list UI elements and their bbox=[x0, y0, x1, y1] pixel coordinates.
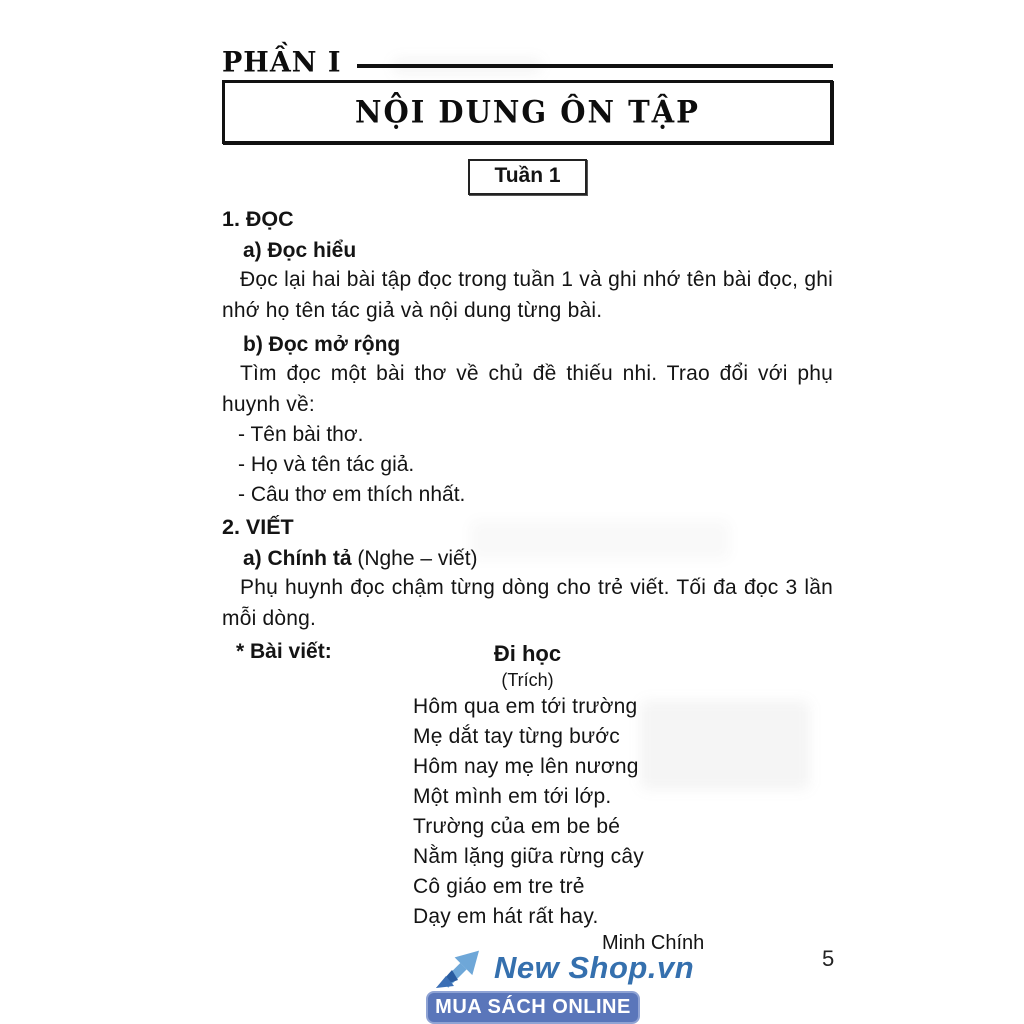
bullet-cau-tho: - Câu thơ em thích nhất. bbox=[238, 483, 466, 506]
newshop-logo bbox=[426, 940, 716, 1024]
poem-line: Dạy em hát rất hay. bbox=[413, 905, 599, 928]
baiviet-row bbox=[222, 640, 833, 668]
poem-line: Nằm lặng giữa rừng cây bbox=[413, 845, 644, 868]
week-badge-row bbox=[222, 159, 833, 196]
subheading-doc-hieu: a) Đọc hiểu bbox=[243, 239, 357, 262]
chinh-ta-note: (Nghe – viết) bbox=[351, 547, 478, 570]
paragraph-chinh-ta: Phụ huynh đọc chậm từng dòng cho trẻ viết. Tối đa đọc 3 lần mỗi dòng. bbox=[222, 576, 833, 630]
poem-author: Minh Chính bbox=[602, 932, 705, 954]
bullet-ten-bai-tho: - Tên bài thơ. bbox=[238, 423, 364, 446]
poem-line: Mẹ dắt tay từng bước bbox=[413, 725, 620, 748]
part-label: PHẦN I bbox=[222, 45, 342, 79]
paragraph-doc-mo-rong: Tìm đọc một bài thơ về chủ đề thiếu nhi. Trao đổi với phụ huynh về: bbox=[222, 362, 833, 416]
poem-subtitle: (Trích) bbox=[501, 670, 554, 690]
section-heading-viet: 2. VIẾT bbox=[222, 515, 294, 539]
poem-line: Hôm qua em tới trường bbox=[413, 695, 638, 718]
poem-title: Đi học bbox=[493, 641, 562, 666]
week-badge: Tuần 1 bbox=[468, 159, 586, 195]
part-header bbox=[222, 46, 833, 78]
logo-text: New Shop.vn bbox=[494, 950, 695, 985]
baiviet-label: * Bài viết: bbox=[236, 640, 332, 663]
double-arrow-icon bbox=[428, 942, 494, 996]
page-content bbox=[222, 46, 833, 953]
chinh-ta-bold: a) Chính tả bbox=[243, 547, 352, 570]
poem-line: Trường của em be bé bbox=[413, 815, 621, 838]
poem-line: Một mình em tới lớp. bbox=[413, 785, 612, 808]
page-number: 5 bbox=[822, 946, 835, 971]
subheading-chinh-ta bbox=[243, 546, 833, 572]
subheading-doc-mo-rong: b) Đọc mở rộng bbox=[243, 333, 401, 356]
section-heading-doc: 1. ĐỌC bbox=[222, 207, 294, 231]
title-box bbox=[222, 80, 833, 144]
banner-text: MUA SÁCH ONLINE bbox=[435, 996, 631, 1018]
paragraph-doc-hieu: Đọc lại hai bài tập đọc trong tuần 1 và ghi nhớ tên bài đọc, ghi nhớ họ tên tác giả và nội dung từng bài. bbox=[222, 268, 833, 322]
page-title: NỘI DUNG ÔN TẬP bbox=[355, 94, 700, 130]
part-rule bbox=[357, 64, 833, 68]
poem-line: Cô giáo em tre trẻ bbox=[413, 875, 585, 898]
banner-mua-sach-online bbox=[426, 991, 640, 1024]
bullet-ho-ten-tac-gia: - Họ và tên tác giả. bbox=[238, 453, 415, 476]
poem-line: Hôm nay mẹ lên nương bbox=[413, 755, 639, 778]
